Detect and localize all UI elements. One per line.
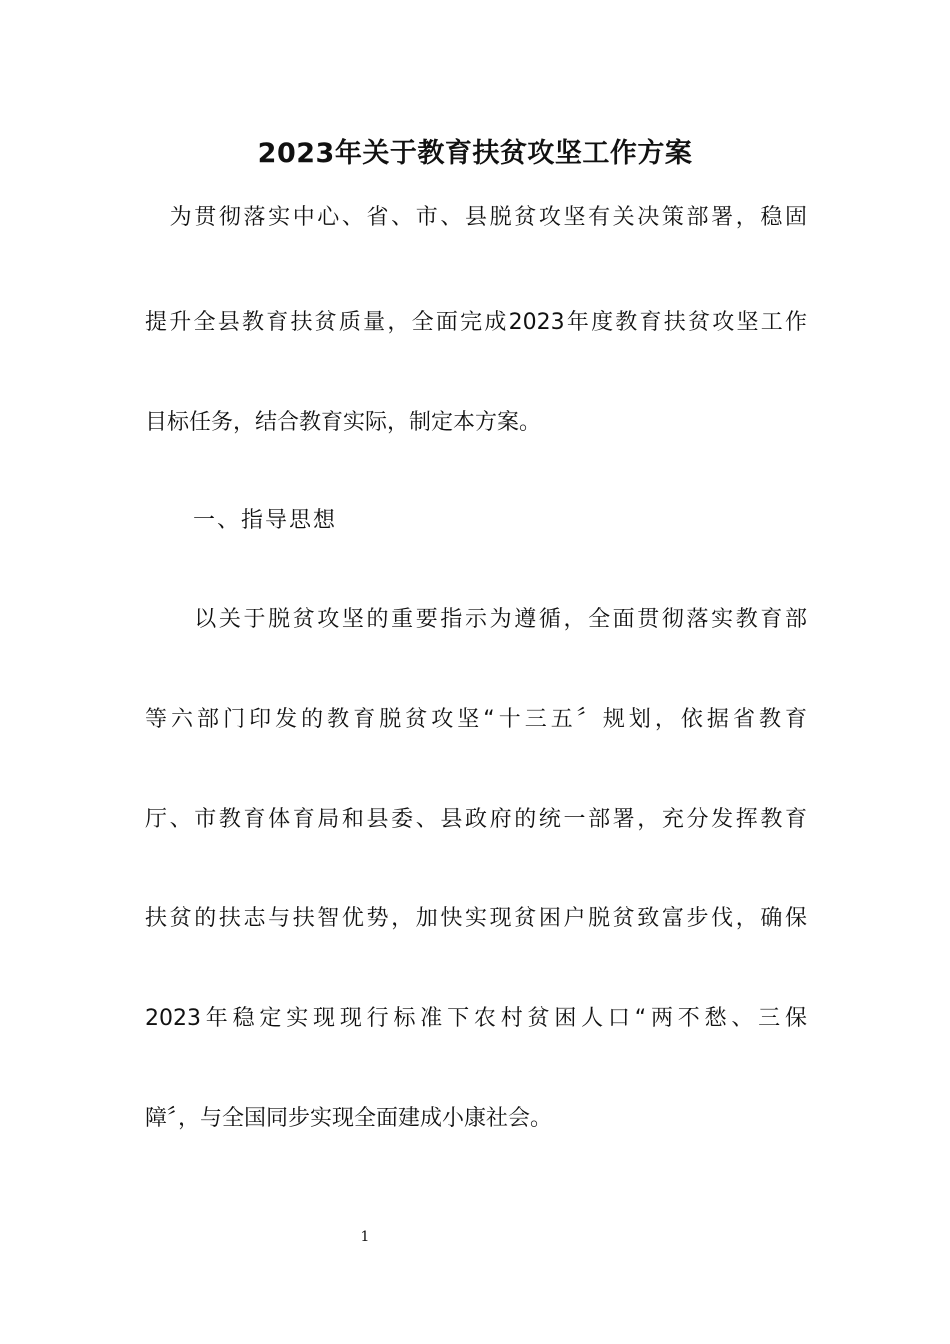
section1-line-3: 厅、市教育体育局和县委、县政府的统一部署，充分发挥教育 xyxy=(145,807,807,832)
document-title: 2023年关于教育扶贫攻坚工作方案 xyxy=(257,138,693,169)
intro-line-3: 目标任务，结合教育实际，制定本方案。 xyxy=(145,410,542,435)
intro-line-2: 提升全县教育扶贫质量，全面完成2023年度教育扶贫攻坚工作 xyxy=(145,310,807,335)
section1-line-1: 以关于脱贫攻坚的重要指示为遵循，全面贯彻落实教育部 xyxy=(145,607,807,632)
section1-line-4: 扶贫的扶志与扶智优势，加快实现贫困户脱贫致富步伐，确保 xyxy=(145,906,807,931)
section-heading-guiding-thought: 一、指导思想 xyxy=(193,508,338,533)
section1-line-6: 障〞，与全国同步实现全面建成小康社会。 xyxy=(145,1106,553,1131)
section1-line-5: 2023年稳定实现现行标准下农村贫困人口“两不愁、三保 xyxy=(145,1006,807,1031)
section1-line-2: 等六部门印发的教育脱贫攻坚“十三五〞规划，依据省教育 xyxy=(145,707,807,732)
page-number: 1 xyxy=(360,1229,370,1245)
intro-line-1: 为贯彻落实中心、省、市、县脱贫攻坚有关决策部署，稳固 xyxy=(145,205,807,230)
